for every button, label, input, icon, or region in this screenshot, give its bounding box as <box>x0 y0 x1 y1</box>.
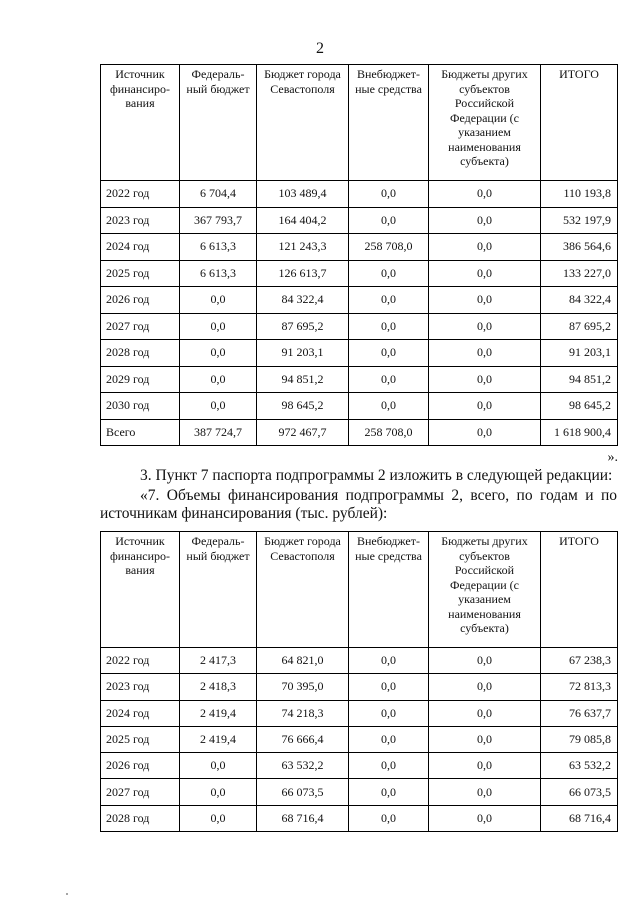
year-cell: 2022 год <box>101 648 180 674</box>
federal-cell: 2 419,4 <box>180 726 257 752</box>
header-city-budget: Бюджет города Севастополя <box>257 65 349 181</box>
total-cell: 66 073,5 <box>541 779 618 805</box>
other-subjects-cell: 0,0 <box>429 753 541 779</box>
total-cell: 133 227,0 <box>541 260 618 287</box>
header-extrabudget: Внебюджет-ные средства <box>349 65 429 181</box>
other-subjects-cell: 0,0 <box>429 181 541 208</box>
extrabudget-cell: 0,0 <box>349 287 429 314</box>
extrabudget-cell: 0,0 <box>349 700 429 726</box>
financing-table-program <box>100 64 618 446</box>
extrabudget-cell: 0,0 <box>349 753 429 779</box>
federal-cell: 0,0 <box>180 287 257 314</box>
other-subjects-cell: 0,0 <box>429 726 541 752</box>
total-cell: 1 618 900,4 <box>541 419 618 446</box>
total-cell: 63 532,2 <box>541 753 618 779</box>
city-budget-cell: 972 467,7 <box>257 419 349 446</box>
federal-cell: 0,0 <box>180 779 257 805</box>
scan-speck <box>66 893 68 895</box>
city-budget-cell: 68 716,4 <box>257 805 349 831</box>
total-cell: 72 813,3 <box>541 674 618 700</box>
header-total: ИТОГО <box>541 532 618 648</box>
year-cell: 2029 год <box>101 366 180 393</box>
extrabudget-cell: 258 708,0 <box>349 234 429 261</box>
other-subjects-cell: 0,0 <box>429 340 541 367</box>
year-cell: 2024 год <box>101 234 180 261</box>
extrabudget-cell: 0,0 <box>349 260 429 287</box>
other-subjects-cell: 0,0 <box>429 287 541 314</box>
federal-cell: 2 419,4 <box>180 700 257 726</box>
federal-cell: 6 613,3 <box>180 260 257 287</box>
year-cell: 2028 год <box>101 340 180 367</box>
year-cell: 2027 год <box>101 779 180 805</box>
total-cell: 68 716,4 <box>541 805 618 831</box>
extrabudget-cell: 0,0 <box>349 393 429 420</box>
extrabudget-cell: 0,0 <box>349 779 429 805</box>
year-cell: 2024 год <box>101 700 180 726</box>
total-cell: 94 851,2 <box>541 366 618 393</box>
extrabudget-cell: 0,0 <box>349 726 429 752</box>
table-row <box>101 805 618 831</box>
city-budget-cell: 74 218,3 <box>257 700 349 726</box>
year-cell: 2026 год <box>101 753 180 779</box>
header-total: ИТОГО <box>541 65 618 181</box>
extrabudget-cell: 0,0 <box>349 805 429 831</box>
federal-cell: 2 418,3 <box>180 674 257 700</box>
total-cell: 67 238,3 <box>541 648 618 674</box>
city-budget-cell: 98 645,2 <box>257 393 349 420</box>
year-cell: 2027 год <box>101 313 180 340</box>
table-row <box>101 207 618 234</box>
federal-cell: 6 704,4 <box>180 181 257 208</box>
federal-cell: 387 724,7 <box>180 419 257 446</box>
table-row <box>101 753 618 779</box>
year-cell: 2028 год <box>101 805 180 831</box>
other-subjects-cell: 0,0 <box>429 260 541 287</box>
other-subjects-cell: 0,0 <box>429 366 541 393</box>
header-federal: Федераль-ный бюджет <box>180 65 257 181</box>
year-cell: 2030 год <box>101 393 180 420</box>
year-cell: Всего <box>101 419 180 446</box>
closing-quote: ». <box>607 450 618 465</box>
table-row <box>101 340 618 367</box>
table-header-row <box>101 65 618 181</box>
federal-cell: 0,0 <box>180 366 257 393</box>
header-extrabudget: Внебюджет-ные средства <box>349 532 429 648</box>
federal-cell: 6 613,3 <box>180 234 257 261</box>
federal-cell: 0,0 <box>180 313 257 340</box>
federal-cell: 0,0 <box>180 340 257 367</box>
header-source: Источник финансиро-вания <box>101 532 180 648</box>
city-budget-cell: 126 613,7 <box>257 260 349 287</box>
city-budget-cell: 76 666,4 <box>257 726 349 752</box>
city-budget-cell: 84 322,4 <box>257 287 349 314</box>
total-cell: 79 085,8 <box>541 726 618 752</box>
extrabudget-cell: 0,0 <box>349 674 429 700</box>
table-row <box>101 313 618 340</box>
total-cell: 76 637,7 <box>541 700 618 726</box>
table-row <box>101 393 618 420</box>
extrabudget-cell: 0,0 <box>349 340 429 367</box>
city-budget-cell: 94 851,2 <box>257 366 349 393</box>
federal-cell: 2 417,3 <box>180 648 257 674</box>
other-subjects-cell: 0,0 <box>429 648 541 674</box>
federal-cell: 0,0 <box>180 753 257 779</box>
city-budget-cell: 121 243,3 <box>257 234 349 261</box>
paragraph-item-7: «7. Объемы финансирования подпрограммы 2, всего, по годам и по источникам финансирования (тыс. рублей): <box>100 487 617 522</box>
table-row <box>101 648 618 674</box>
other-subjects-cell: 0,0 <box>429 207 541 234</box>
header-federal: Федераль-ный бюджет <box>180 532 257 648</box>
header-source: Источник финансиро-вания <box>101 65 180 181</box>
other-subjects-cell: 0,0 <box>429 393 541 420</box>
total-cell: 98 645,2 <box>541 393 618 420</box>
federal-cell: 0,0 <box>180 805 257 831</box>
other-subjects-cell: 0,0 <box>429 674 541 700</box>
total-cell: 87 695,2 <box>541 313 618 340</box>
financing-table-subprogram-2 <box>100 531 618 832</box>
table-row <box>101 419 618 446</box>
table-row <box>101 726 618 752</box>
other-subjects-cell: 0,0 <box>429 234 541 261</box>
total-cell: 532 197,9 <box>541 207 618 234</box>
other-subjects-cell: 0,0 <box>429 779 541 805</box>
total-cell: 84 322,4 <box>541 287 618 314</box>
city-budget-cell: 66 073,5 <box>257 779 349 805</box>
year-cell: 2023 год <box>101 207 180 234</box>
other-subjects-cell: 0,0 <box>429 313 541 340</box>
table-row <box>101 260 618 287</box>
table-row <box>101 181 618 208</box>
year-cell: 2023 год <box>101 674 180 700</box>
table-row <box>101 234 618 261</box>
table-row <box>101 287 618 314</box>
year-cell: 2022 год <box>101 181 180 208</box>
other-subjects-cell: 0,0 <box>429 419 541 446</box>
table-row <box>101 366 618 393</box>
page-number: 2 <box>316 40 324 57</box>
table-row <box>101 700 618 726</box>
other-subjects-cell: 0,0 <box>429 700 541 726</box>
extrabudget-cell: 0,0 <box>349 366 429 393</box>
header-other-subjects: Бюджеты других субъектов Российской Федерации (с указанием наименования субъекта) <box>429 65 541 181</box>
table-row <box>101 779 618 805</box>
total-cell: 91 203,1 <box>541 340 618 367</box>
city-budget-cell: 164 404,2 <box>257 207 349 234</box>
extrabudget-cell: 0,0 <box>349 313 429 340</box>
federal-cell: 0,0 <box>180 393 257 420</box>
total-cell: 110 193,8 <box>541 181 618 208</box>
year-cell: 2025 год <box>101 260 180 287</box>
year-cell: 2026 год <box>101 287 180 314</box>
table-header-row <box>101 532 618 648</box>
extrabudget-cell: 258 708,0 <box>349 419 429 446</box>
year-cell: 2025 год <box>101 726 180 752</box>
city-budget-cell: 63 532,2 <box>257 753 349 779</box>
extrabudget-cell: 0,0 <box>349 181 429 208</box>
extrabudget-cell: 0,0 <box>349 648 429 674</box>
other-subjects-cell: 0,0 <box>429 805 541 831</box>
city-budget-cell: 70 395,0 <box>257 674 349 700</box>
city-budget-cell: 87 695,2 <box>257 313 349 340</box>
total-cell: 386 564,6 <box>541 234 618 261</box>
header-other-subjects: Бюджеты других субъектов Российской Федерации (с указанием наименования субъекта) <box>429 532 541 648</box>
extrabudget-cell: 0,0 <box>349 207 429 234</box>
city-budget-cell: 91 203,1 <box>257 340 349 367</box>
city-budget-cell: 64 821,0 <box>257 648 349 674</box>
city-budget-cell: 103 489,4 <box>257 181 349 208</box>
table-row <box>101 674 618 700</box>
federal-cell: 367 793,7 <box>180 207 257 234</box>
header-city-budget: Бюджет города Севастополя <box>257 532 349 648</box>
paragraph-item-3: 3. Пункт 7 паспорта подпрограммы 2 изложить в следующей редакции: <box>140 467 613 484</box>
